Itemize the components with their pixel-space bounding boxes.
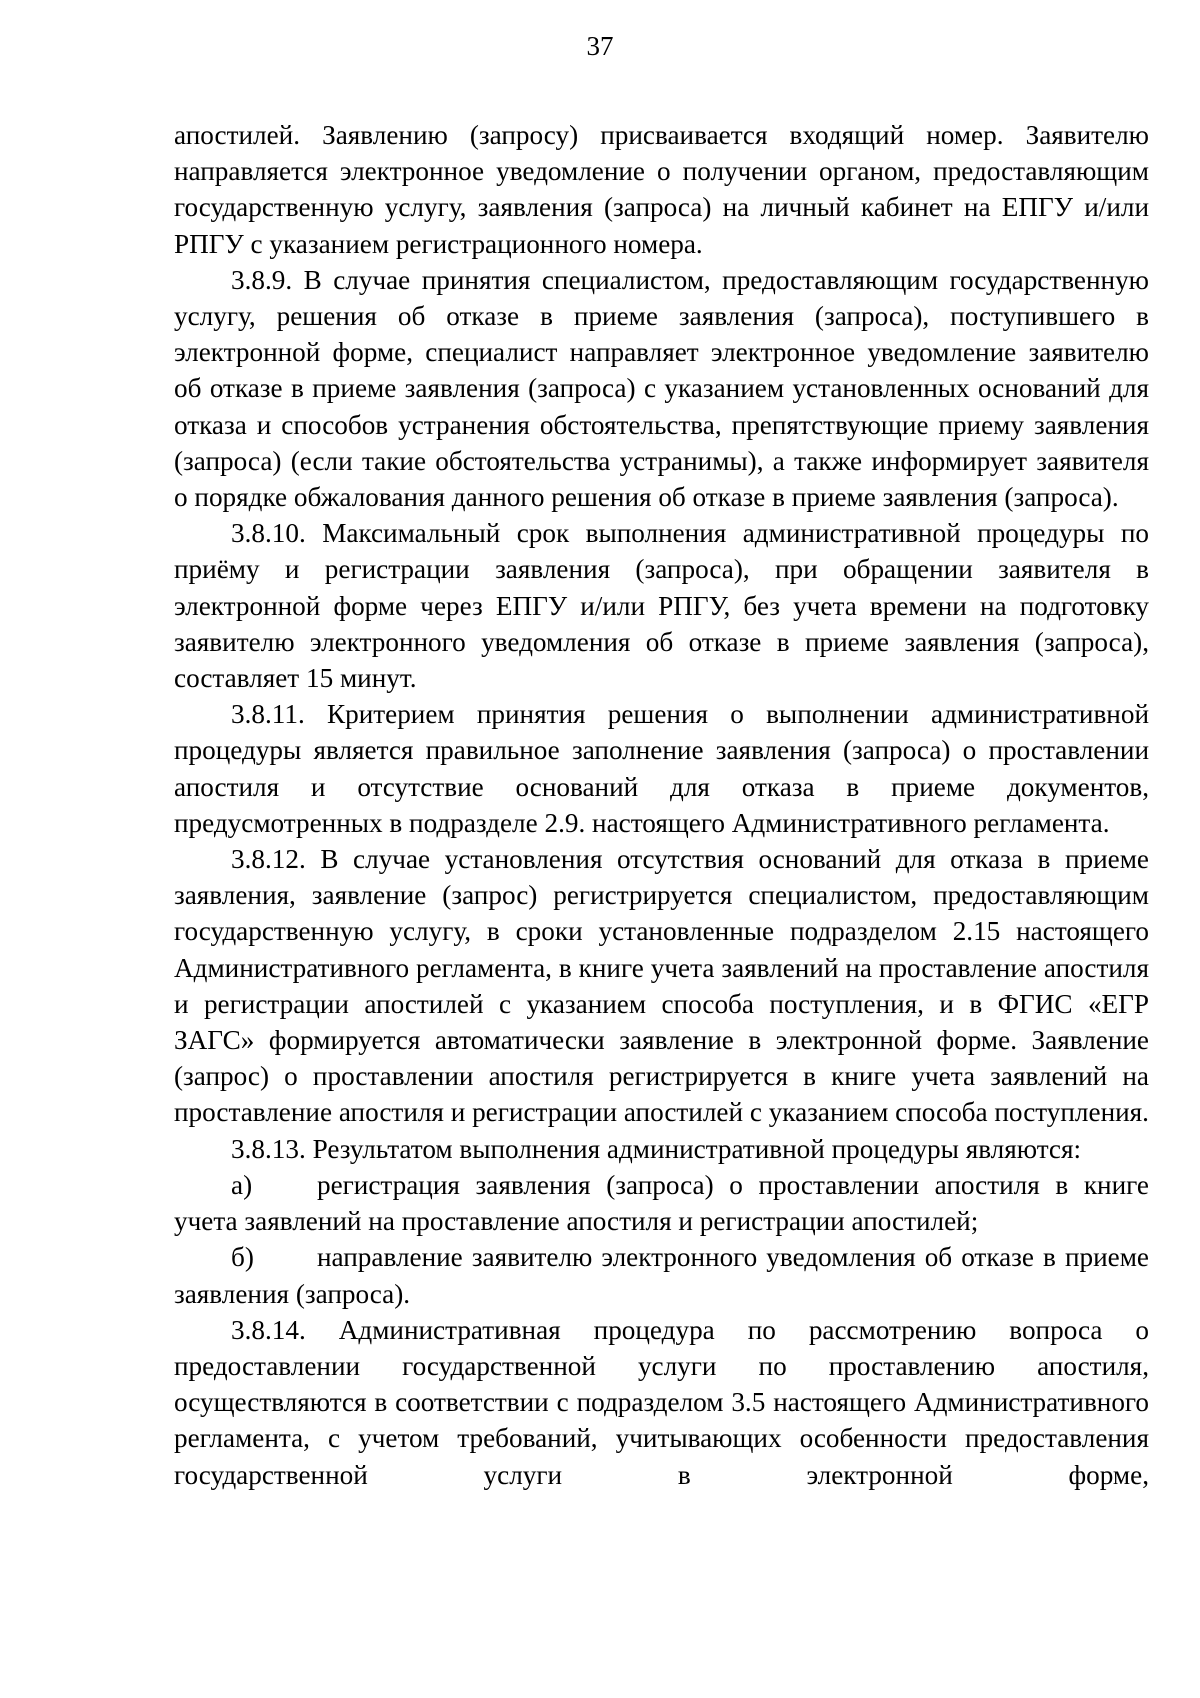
paragraph-3-8-9: 3.8.9. В случае принятия специалистом, предоставляющим государственную услугу, решения об отказе в приеме заявления (запроса), поступившего в электронной форме, специалист направляет электронное уведомление заявителю об отказе в приеме заявления (запроса) с указанием установленных оснований для отказа и способов устранения обстоятельства, препятствующие приему заявления (запроса) (если такие обстоятельства устранимы), а также информирует заявителя о порядке обжалования данного решения об отказе в приеме заявления (запроса). [174,264,1149,513]
paragraph-continuation: апостилей. Заявлению (запросу) присваивается входящий номер. Заявителю направляется электронное уведомление о получении органом, предоставляющим государственную услугу, заявления (запроса) на личный кабинет на ЕПГУ и/или РПГУ с указанием регистрационного номера. [174,120,1149,259]
list-item-b [174,1239,1149,1311]
list-item-b-text: направление заявителю электронного уведомления об отказе в приеме заявления (запроса). [174,1242,1149,1309]
page-number: 37 [586,31,614,61]
paragraph-3-8-13: 3.8.13. Результатом выполнения административной процедуры являются: [231,1133,1082,1164]
list-item-a [174,1167,1149,1239]
paragraph-3-8-14: 3.8.14. Административная процедура по рассмотрению вопроса о предоставлении государственной услуги по проставлению апостиля, осуществляются в соответствии с подразделом 3.5 настоящего Административного регламента, с учетом требований, учитывающих особенности предоставления государственной услуги в электронной форме, [174,1314,1149,1490]
paragraph-3-8-11: 3.8.11. Критерием принятия решения о выполнении административной процедуры является правильное заполнение заявления (запроса) о проставлении апостиля и отсутствие оснований для отказа в приеме документов, предусмотренных в подразделе 2.9. настоящего Административного регламента. [174,699,1149,838]
document-body [174,117,1149,1493]
list-marker-a: а) [231,1169,253,1200]
list-marker-b: б) [231,1242,254,1273]
paragraph-3-8-10: 3.8.10. Максимальный срок выполнения административной процедуры по приёму и регистрации заявления (запроса), при обращении заявителя в электронной форме через ЕПГУ и/или РПГУ, без учета времени на подготовку заявителю электронного уведомления об отказе в приеме заявления (запроса), составляет 15 минут. [174,518,1149,694]
list-item-a-text: регистрация заявления (запроса) о проставлении апостиля в книге учета заявлений на проставление апостиля и регистрации апостилей; [174,1169,1149,1237]
paragraph-3-8-12: 3.8.12. В случае установления отсутствия оснований для отказа в приеме заявления, заявление (запрос) регистрируется специалистом, предоставляющим государственную услугу, в сроки установленные подразделом 2.15 настоящего Административного регламента, в книге учета заявлений на проставление апостиля и регистрации апостилей с указанием способа поступления, и в ФГИС «ЕГР ЗАГС» формируется автоматически заявление в электронной форме. Заявление (запрос) о проставлении апостиля регистрируется в книге учета заявлений на проставление апостиля и регистрации апостилей с указанием способа поступления. [174,844,1149,1128]
